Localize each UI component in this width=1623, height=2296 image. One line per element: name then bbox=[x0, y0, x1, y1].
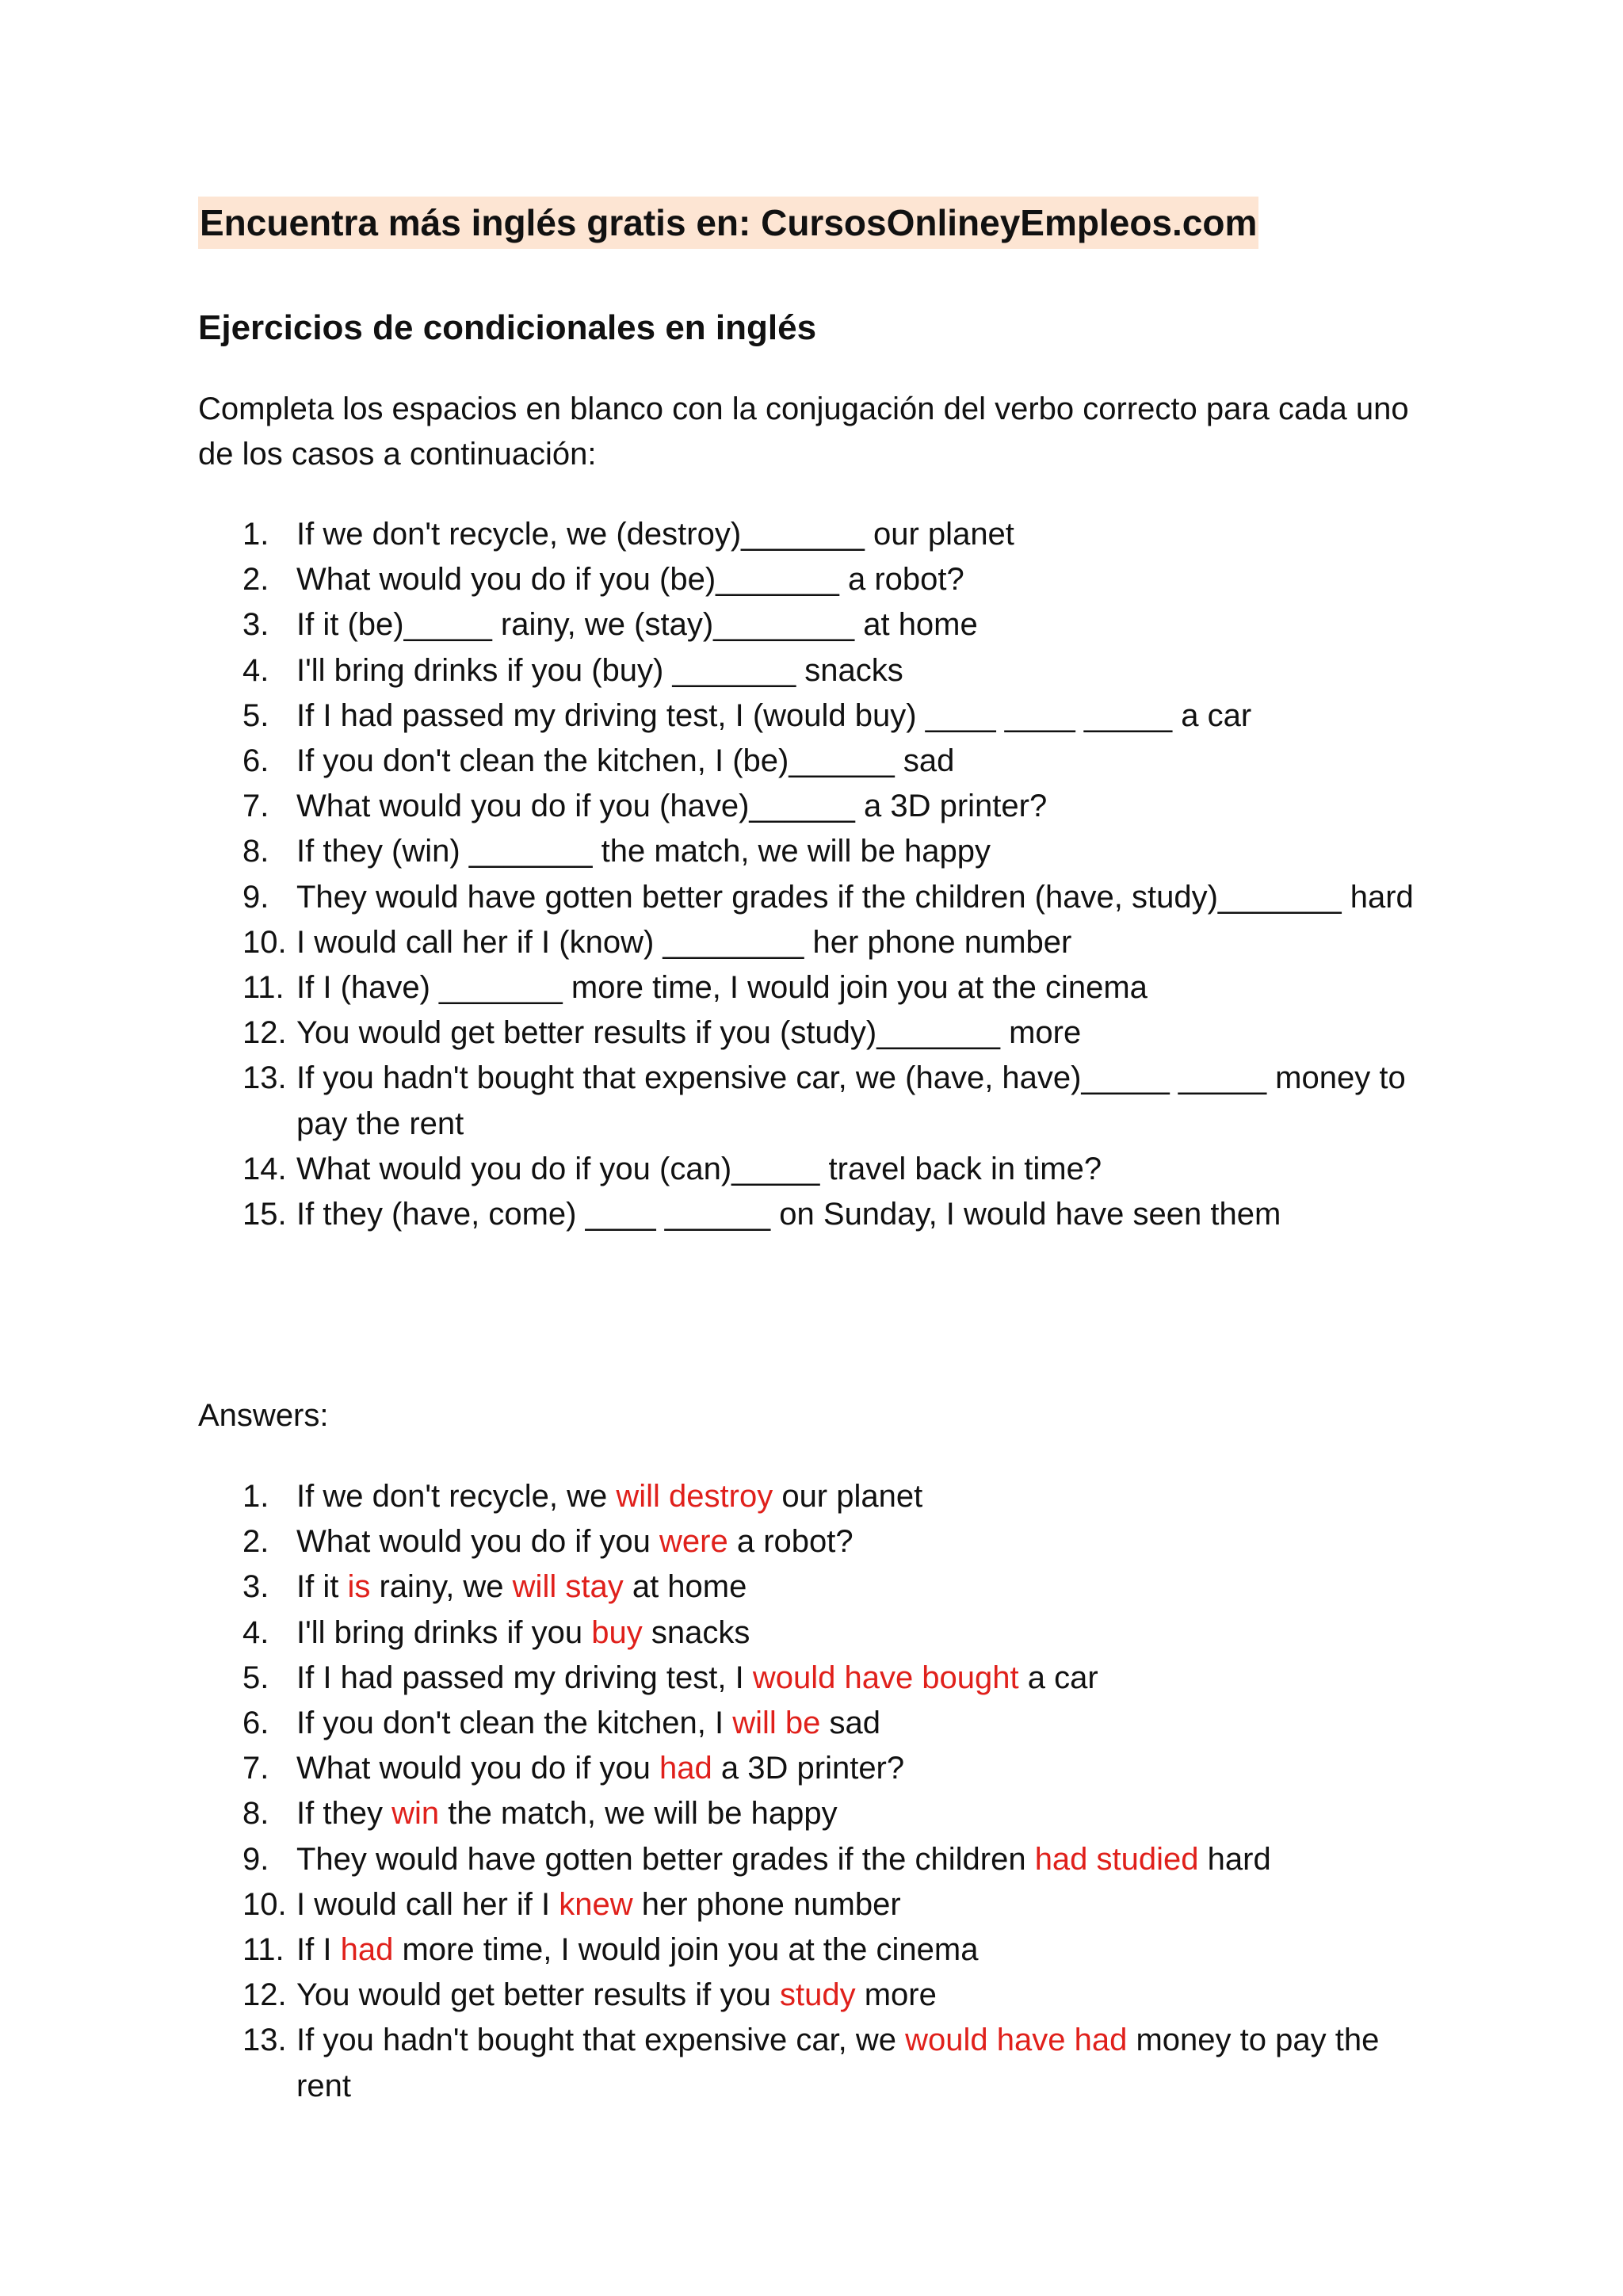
answer-text: I would call her if I bbox=[296, 1886, 559, 1922]
answer-text: If it bbox=[296, 1569, 348, 1605]
answer-highlight: buy bbox=[591, 1614, 643, 1650]
exercise-text: If you don't clean the kitchen, I (be)______ sad bbox=[296, 743, 955, 779]
answer-item bbox=[198, 1519, 1434, 1564]
exercise-text: You would get better results if you (study)_______ more bbox=[296, 1015, 1082, 1051]
answer-item bbox=[198, 1656, 1434, 1701]
answer-number: 8. bbox=[242, 1796, 269, 1832]
answer-number: 6. bbox=[242, 1706, 269, 1741]
answer-text: money to pay the rent bbox=[296, 2023, 1380, 2103]
answer-text: hard bbox=[1198, 1841, 1271, 1877]
exercise-item bbox=[198, 739, 1434, 784]
answer-highlight: had studied bbox=[1034, 1841, 1199, 1877]
answer-item bbox=[198, 1746, 1434, 1791]
exercise-text: If they (have, come) ____ ______ on Sunday, I would have seen them bbox=[296, 1197, 1281, 1232]
exercise-number: 10. bbox=[242, 924, 287, 960]
exercise-item bbox=[198, 920, 1434, 965]
promo-banner: Encuentra más inglés gratis en: CursosOnlineyEmpleos.com bbox=[198, 197, 1258, 249]
answer-text: You would get better results if you bbox=[296, 1977, 780, 2013]
answer-item bbox=[198, 1474, 1434, 1519]
answer-text: a 3D printer? bbox=[712, 1751, 905, 1786]
answer-text: If they bbox=[296, 1796, 392, 1832]
answer-highlight: will destroy bbox=[616, 1479, 773, 1514]
exercise-item bbox=[198, 965, 1434, 1010]
exercise-item bbox=[198, 829, 1434, 874]
answer-highlight: had bbox=[340, 1932, 394, 1968]
answer-text: more bbox=[855, 1977, 937, 2013]
answer-highlight: is bbox=[347, 1569, 371, 1605]
answer-text: more time, I would join you at the cinema bbox=[393, 1932, 979, 1968]
exercise-item bbox=[198, 875, 1434, 920]
answer-item bbox=[198, 1791, 1434, 1836]
exercise-number: 8. bbox=[242, 834, 269, 869]
answer-text: I'll bring drinks if you bbox=[296, 1614, 592, 1650]
answer-text: What would you do if you bbox=[296, 1751, 660, 1786]
exercise-text: If you hadn't bought that expensive car, we (have, have)_____ _____ money to pay the rent bbox=[296, 1060, 1406, 1141]
exercise-number: 2. bbox=[242, 562, 269, 598]
exercise-list bbox=[198, 512, 1434, 1237]
answer-highlight: were bbox=[659, 1524, 728, 1560]
answers-heading: Answers: bbox=[198, 1398, 329, 1433]
exercise-text: What would you do if you (be)_______ a robot? bbox=[296, 562, 964, 598]
answer-item bbox=[198, 2018, 1434, 2108]
answer-number: 4. bbox=[242, 1614, 269, 1650]
answer-highlight: will stay bbox=[512, 1569, 624, 1605]
answer-highlight: win bbox=[391, 1796, 440, 1832]
answer-number: 2. bbox=[242, 1524, 269, 1560]
exercise-item bbox=[198, 1147, 1434, 1192]
exercise-item bbox=[198, 648, 1434, 693]
exercise-item bbox=[198, 693, 1434, 739]
exercise-number: 4. bbox=[242, 652, 269, 688]
answer-number: 5. bbox=[242, 1660, 269, 1695]
answer-text: They would have gotten better grades if the children bbox=[296, 1841, 1035, 1877]
exercise-item bbox=[198, 512, 1434, 557]
answer-number: 13. bbox=[242, 2023, 287, 2058]
exercise-number: 1. bbox=[242, 517, 269, 552]
answer-number: 12. bbox=[242, 1977, 287, 2013]
exercise-text: I'll bring drinks if you (buy) _______ snacks bbox=[296, 652, 903, 688]
answer-number: 3. bbox=[242, 1569, 269, 1605]
answer-text: a robot? bbox=[727, 1524, 854, 1560]
exercise-item bbox=[198, 1192, 1434, 1237]
answer-number: 1. bbox=[242, 1479, 269, 1514]
exercise-text: I would call her if I (know) ________ her phone number bbox=[296, 924, 1072, 960]
exercise-text: If I had passed my driving test, I (would buy) ____ ____ _____ a car bbox=[296, 697, 1252, 733]
answer-item bbox=[198, 1882, 1434, 1927]
answer-text: If we don't recycle, we bbox=[296, 1479, 617, 1514]
answer-item bbox=[198, 1973, 1434, 2018]
answer-text: If you hadn't bought that expensive car, we bbox=[296, 2023, 906, 2058]
answer-text: If you don't clean the kitchen, I bbox=[296, 1706, 733, 1741]
exercise-item bbox=[198, 784, 1434, 829]
exercise-item bbox=[198, 557, 1434, 602]
exercise-item bbox=[198, 1010, 1434, 1056]
answer-highlight: had bbox=[659, 1751, 712, 1786]
exercise-number: 6. bbox=[242, 743, 269, 779]
answer-highlight: will be bbox=[732, 1706, 821, 1741]
answer-highlight: would have bought bbox=[752, 1660, 1019, 1695]
answer-text: a car bbox=[1018, 1660, 1098, 1695]
answer-item bbox=[198, 1701, 1434, 1746]
answer-text: at home bbox=[623, 1569, 747, 1605]
exercise-text: If I (have) _______ more time, I would join you at the cinema bbox=[296, 970, 1148, 1006]
exercise-text: What would you do if you (have)______ a 3D printer? bbox=[296, 789, 1048, 824]
exercise-text: They would have gotten better grades if the children (have, study)_______ hard bbox=[296, 879, 1414, 915]
answer-item bbox=[198, 1927, 1434, 1973]
exercise-text: If we don't recycle, we (destroy)_______ our planet bbox=[296, 517, 1014, 552]
answer-highlight: would have had bbox=[905, 2023, 1128, 2058]
exercise-text: What would you do if you (can)_____ travel back in time? bbox=[296, 1151, 1102, 1186]
exercise-number: 13. bbox=[242, 1060, 287, 1096]
answer-item bbox=[198, 1610, 1434, 1656]
answer-text: the match, we will be happy bbox=[439, 1796, 838, 1832]
exercise-number: 12. bbox=[242, 1015, 287, 1051]
answer-list bbox=[198, 1474, 1434, 2109]
page-title: Ejercicios de condicionales en inglés bbox=[198, 308, 817, 347]
answer-item bbox=[198, 1564, 1434, 1610]
answer-text: her phone number bbox=[632, 1886, 901, 1922]
answer-number: 7. bbox=[242, 1751, 269, 1786]
answer-number: 11. bbox=[242, 1932, 285, 1968]
exercise-text: If it (be)_____ rainy, we (stay)________ at home bbox=[296, 607, 978, 643]
answer-text: our planet bbox=[773, 1479, 923, 1514]
answer-text: If I had passed my driving test, I bbox=[296, 1660, 753, 1695]
exercise-number: 7. bbox=[242, 789, 269, 824]
answer-text: sad bbox=[820, 1706, 880, 1741]
answer-text: rainy, we bbox=[370, 1569, 513, 1605]
exercise-text: If they (win) _______ the match, we will be happy bbox=[296, 834, 991, 869]
answer-number: 9. bbox=[242, 1841, 269, 1877]
instructions-paragraph: Completa los espacios en blanco con la conjugación del verbo correcto para cada uno de los casos a continuación: bbox=[198, 392, 1409, 472]
exercise-item bbox=[198, 602, 1434, 648]
exercise-number: 5. bbox=[242, 697, 269, 733]
answer-highlight: study bbox=[780, 1977, 856, 2013]
exercise-number: 15. bbox=[242, 1197, 287, 1232]
exercise-number: 9. bbox=[242, 879, 269, 915]
answer-highlight: knew bbox=[559, 1886, 633, 1922]
exercise-number: 3. bbox=[242, 607, 269, 643]
answer-text: snacks bbox=[642, 1614, 750, 1650]
exercise-item bbox=[198, 1056, 1434, 1146]
answer-item bbox=[198, 1837, 1434, 1882]
answer-text: If I bbox=[296, 1932, 341, 1968]
answer-number: 10. bbox=[242, 1886, 287, 1922]
answer-text: What would you do if you bbox=[296, 1524, 660, 1560]
exercise-number: 11. bbox=[242, 970, 285, 1006]
exercise-number: 14. bbox=[242, 1151, 287, 1186]
